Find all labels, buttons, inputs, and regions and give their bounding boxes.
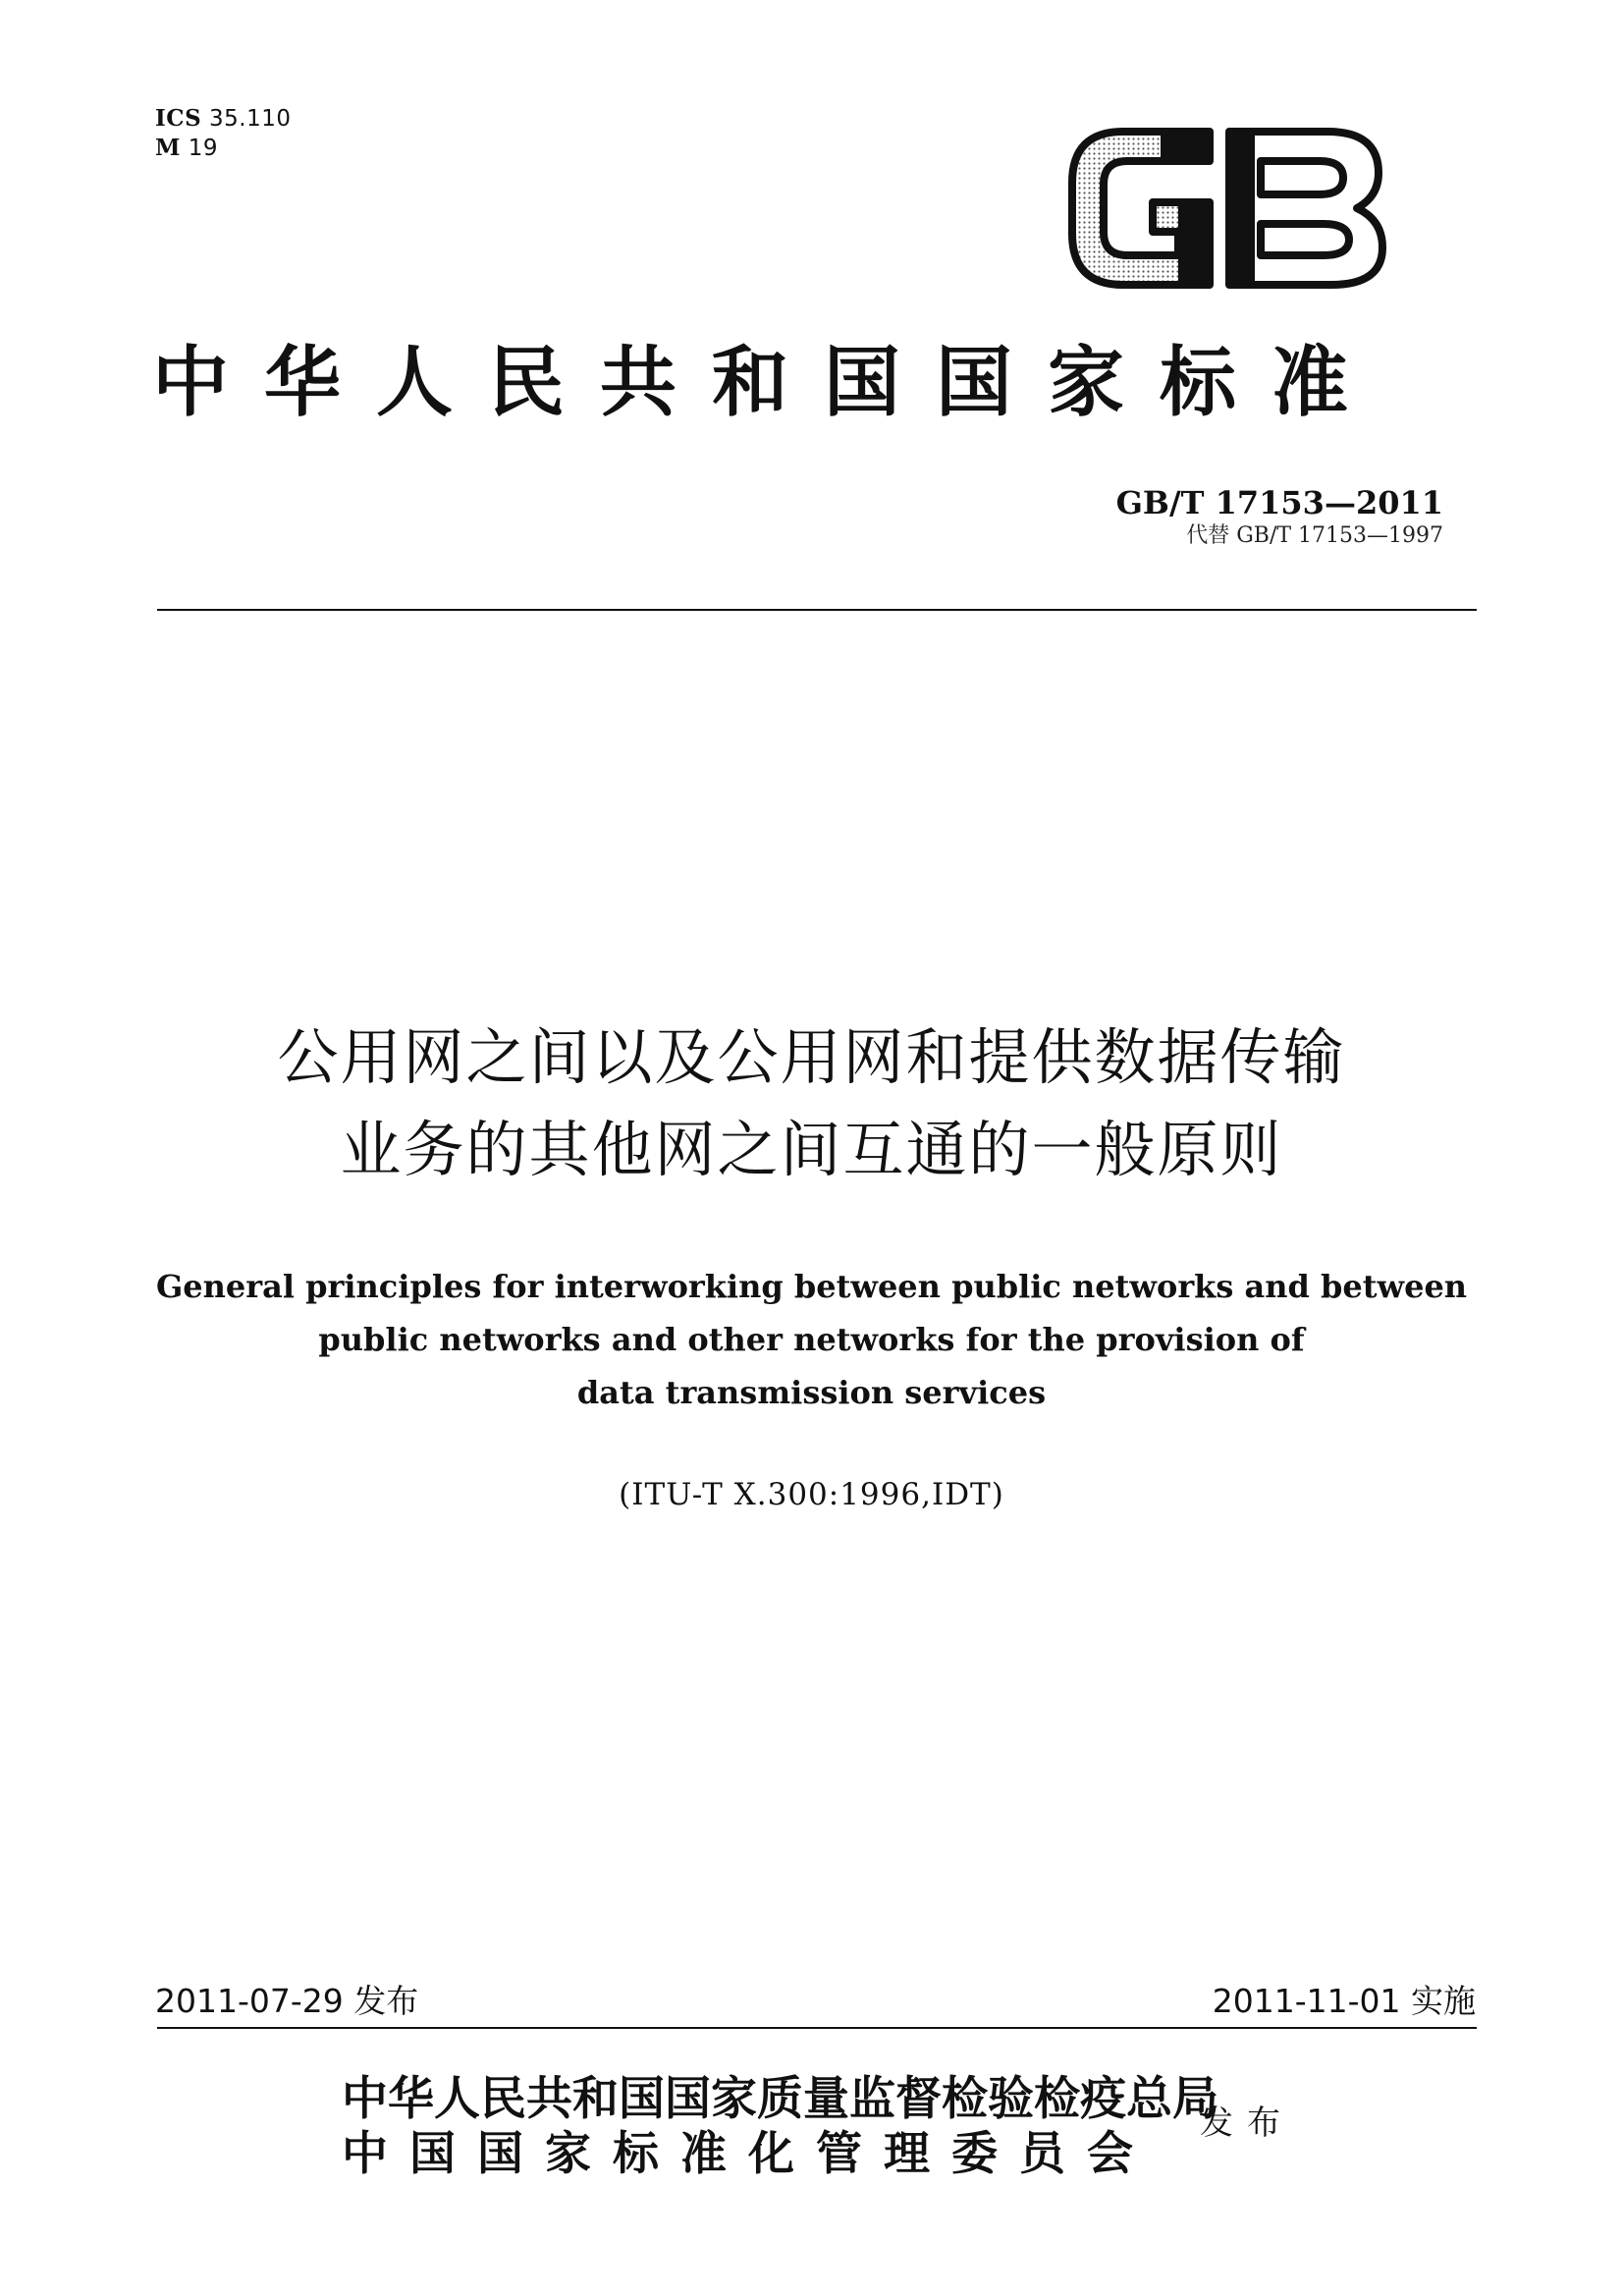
- ics-label: ICS: [155, 105, 202, 132]
- issuing-authorities: [342, 2072, 1218, 2182]
- issuer-line-1: 中华人民共和国国家质量监督检验检疫总局: [342, 2072, 1218, 2126]
- standard-number: GB/T 17153—2011: [1115, 484, 1443, 521]
- classification-codes: [155, 104, 291, 163]
- english-title-line-3: data transmission services: [576, 1374, 1047, 1411]
- publish-label: 发布: [1200, 2104, 1294, 2143]
- issuer-line-2: 中国国家标准化管理委员会: [342, 2127, 1155, 2181]
- chinese-title-line-1: 公用网之间以及公用网和提供数据传输: [277, 1021, 1346, 1093]
- gb-logo-icon: [1062, 122, 1391, 294]
- bottom-divider: [157, 2027, 1477, 2029]
- standard-number-block: [1116, 483, 1443, 550]
- english-title-line-1: General principles for interworking between public networks and between: [155, 1268, 1468, 1305]
- ccs-code-line: [155, 134, 291, 163]
- chinese-title-line-2: 业务的其他网之间互通的一般原则: [340, 1114, 1283, 1185]
- ics-code-line: [155, 104, 291, 134]
- ics-code: 35.110: [209, 106, 292, 132]
- equivalence-statement: (ITU-T X.300:1996,IDT): [619, 1477, 1004, 1512]
- chinese-title: [0, 1011, 1623, 1196]
- implementation-date: 2011-11-01 实施: [1212, 1982, 1476, 2020]
- national-standard-title: 中华人民共和国国家标准: [152, 338, 1384, 427]
- ccs-code: 19: [188, 136, 219, 161]
- english-title-line-2: public networks and other networks for the provision of: [318, 1321, 1305, 1358]
- english-title: [0, 1260, 1623, 1419]
- replaces-standard: 代替 GB/T 17153—1997: [1186, 523, 1443, 548]
- issue-date: 2011-07-29 发布: [155, 1982, 419, 2020]
- ccs-label: M: [155, 135, 181, 161]
- top-divider: [157, 609, 1477, 611]
